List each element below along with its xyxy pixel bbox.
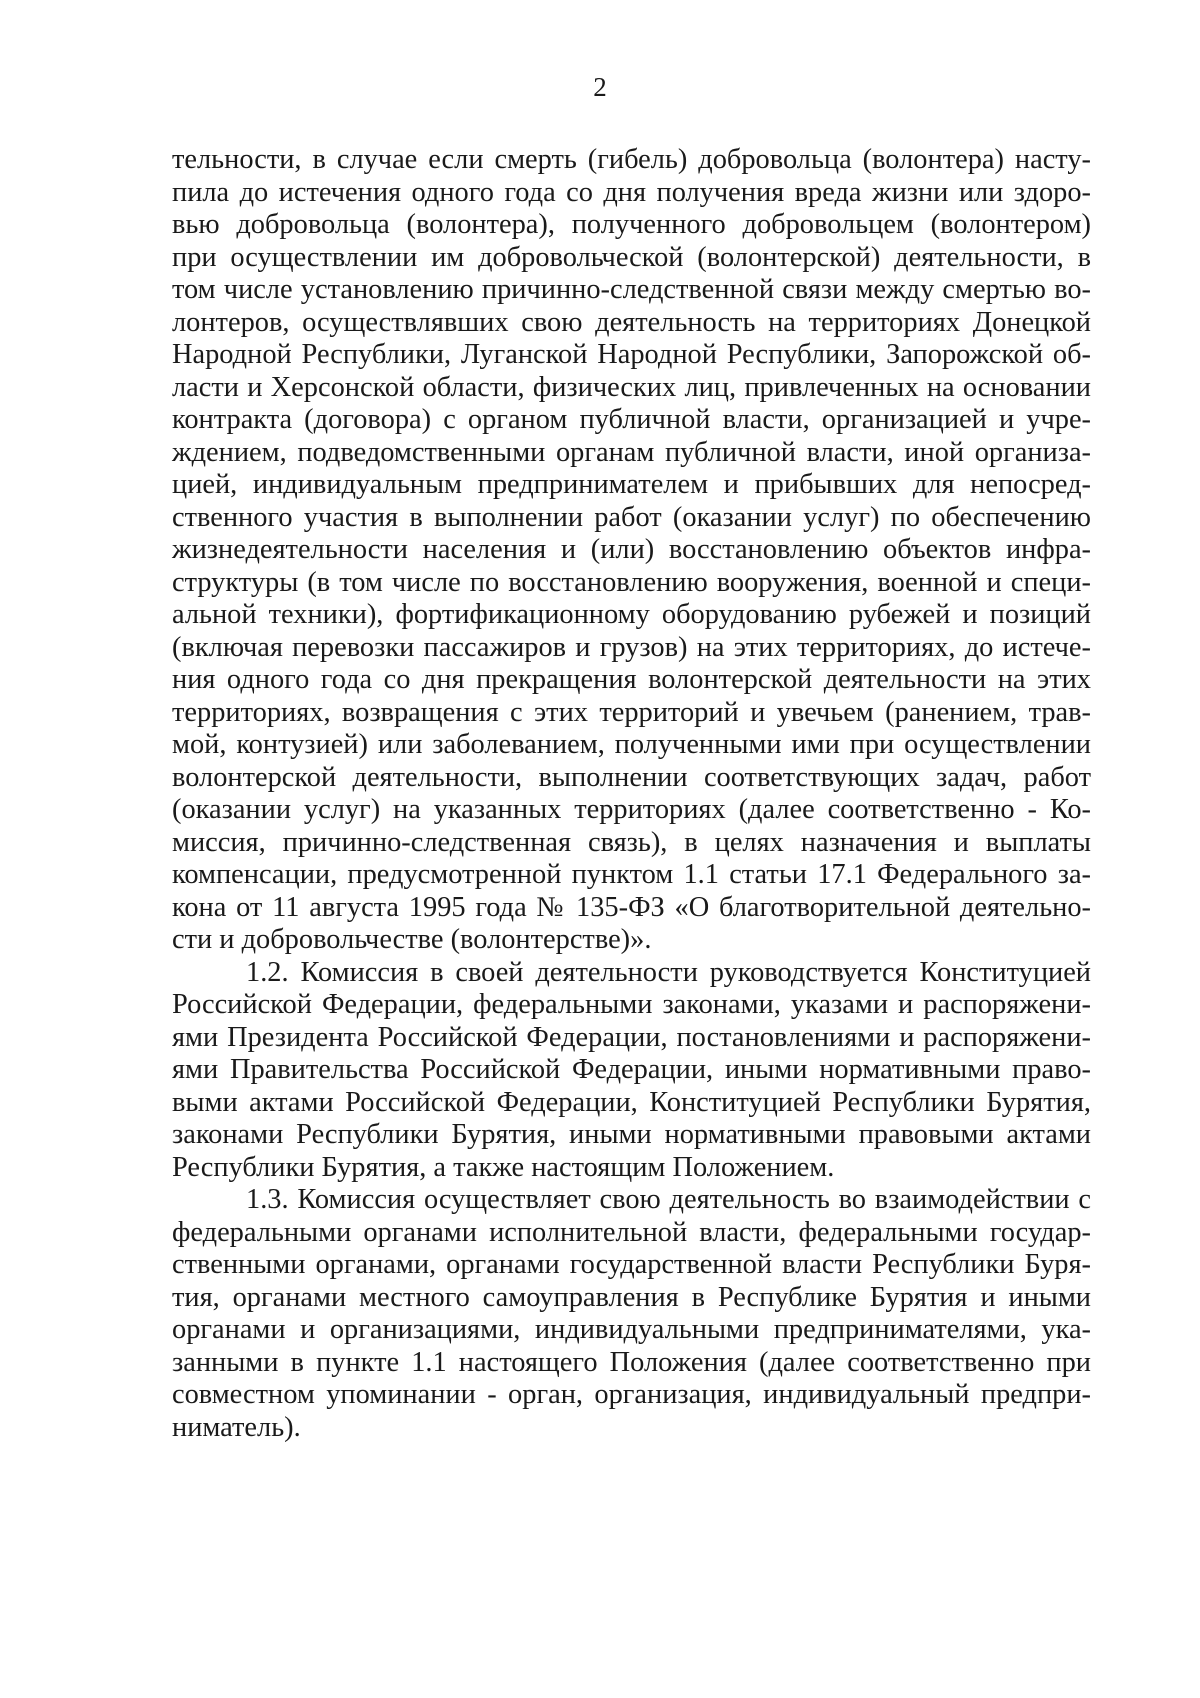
text-line: пила до истечения одного года со дня получения вреда жизни или здоро- [172,176,1091,208]
text-line: занными в пункте 1.1 настоящего Положения (далее соответственно при [172,1346,1091,1378]
paragraph-continuation [172,144,1091,957]
text-line: территориях, возвращения с этих территорий и увечьем (ранением, трав- [172,696,1091,728]
text-line: выми актами Российской Федерации, Конституцией Республики Бурятия, [172,1086,1091,1118]
text-line: ния одного года со дня прекращения волонтерской деятельности на этих [172,664,1091,695]
text-line: 1.3. Комиссия осуществляет свою деятельность во взаимодействии с [246,1184,1091,1215]
text-line: альной техники), фортификационному оборудованию рубежей и позиций [172,599,1091,630]
text-line: мой, контузией) или заболеванием, полученными ими при осуществлении [172,729,1091,760]
text-line: вью добровольца (волонтера), полученного добровольцем (волонтером) [172,209,1091,240]
text-line: волонтерской деятельности, выполнении соответствующих задач, работ [172,761,1091,793]
text-line: ями Правительства Российской Федерации, иными нормативными право- [172,1054,1091,1085]
text-line: тельности, в случае если смерть (гибель) добровольца (волонтера) насту- [172,144,1091,175]
text-line: миссия, причинно-следственная связь), в целях назначения и выплаты [172,826,1091,858]
text-line: законами Республики Бурятия, иными нормативными правовыми актами [172,1119,1091,1150]
paragraph-1-3 [172,1184,1091,1444]
text-line: органами и организациями, индивидуальными предпринимателями, ука- [172,1314,1091,1345]
paragraph-1-2 [172,957,1091,1185]
text-line: ниматель). [172,1411,301,1443]
text-line: компенсации, предусмотренной пунктом 1.1 статьи 17.1 Федерального за- [172,859,1091,890]
text-line: кона от 11 августа 1995 года № 135-ФЗ «О благотворительной деятельно- [172,891,1091,923]
text-line: Народной Республики, Луганской Народной Республики, Запорожской об- [172,339,1091,370]
text-line: (включая перевозки пассажиров и грузов) на этих территориях, до истече- [172,631,1091,663]
document-body [172,144,1091,1444]
text-line: цией, индивидуальным предпринимателем и прибывших для непосред- [172,469,1091,500]
text-line: ласти и Херсонской области, физических лиц, привлеченных на основании [172,371,1091,403]
text-line: при осуществлении им добровольческой (волонтерской) деятельности, в [172,241,1091,273]
text-line: ственного участия в выполнении работ (оказании услуг) по обеспечению [172,501,1091,533]
text-line: федеральными органами исполнительной власти, федеральными государ- [172,1216,1091,1248]
text-line: 1.2. Комиссия в своей деятельности руководствуется Конституцией [246,956,1091,988]
text-line: ственными органами, органами государственной власти Республики Буря- [172,1249,1091,1280]
text-line: ждением, подведомственными органам публичной власти, иной организа- [172,436,1091,468]
page-number: 2 [593,72,607,102]
text-line: сти и добровольчестве (волонтерстве)». [172,924,652,955]
text-line: том числе установлению причинно-следственной связи между смертью во- [172,274,1091,305]
text-line: Российской Федерации, федеральными законами, указами и распоряжени- [172,989,1091,1020]
text-line: ями Президента Российской Федерации, постановлениями и распоряжени- [172,1021,1091,1053]
text-line: (оказании услуг) на указанных территориях (далее соответственно - Ко- [172,794,1091,825]
text-line: тия, органами местного самоуправления в Республике Бурятия и иными [172,1281,1091,1313]
text-line: лонтеров, осуществлявших свою деятельность на территориях Донецкой [172,306,1091,338]
text-line: контракта (договора) с органом публичной власти, организацией и учре- [172,404,1091,435]
text-line: структуры (в том числе по восстановлению вооружения, военной и специ- [172,566,1091,598]
text-line: Республики Бурятия, а также настоящим Положением. [172,1151,835,1183]
text-line: жизнедеятельности населения и (или) восстановлению объектов инфра- [172,534,1091,565]
text-line: совместном упоминании - орган, организация, индивидуальный предпри- [172,1379,1091,1410]
